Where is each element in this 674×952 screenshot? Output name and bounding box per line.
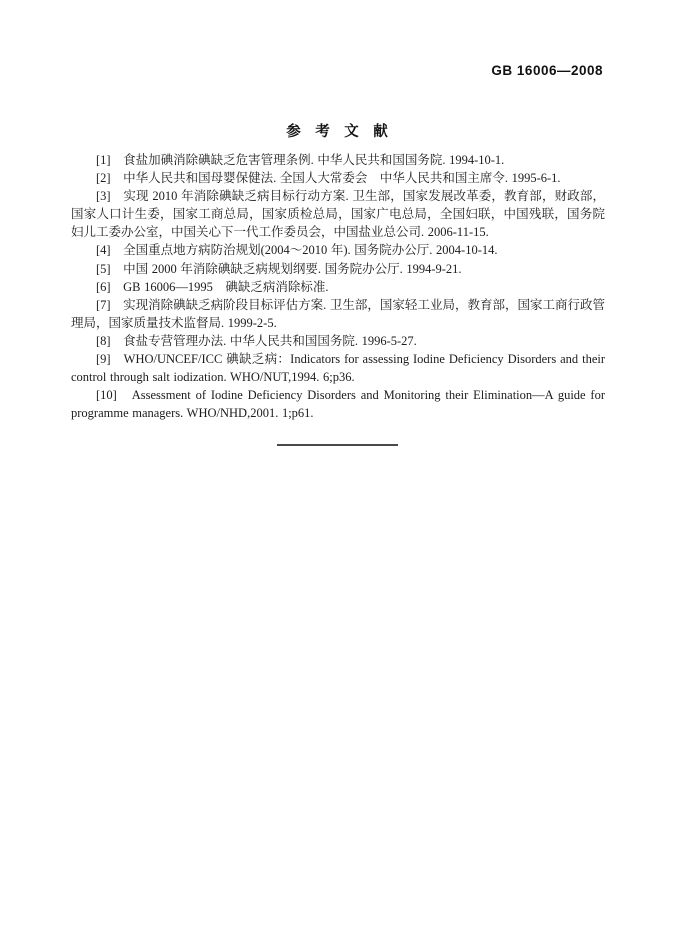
reference-item: [9] WHO/UNCEF/ICC 碘缺乏病：Indicators for assessing Iodine Deficiency Disorders and their control through salt iodization. WHO/NUT,1994. 6;p36. [71, 352, 605, 385]
standard-number: GB 16006—2008 [491, 63, 603, 78]
reference-item: [3] 实现 2010 年消除碘缺乏病目标行动方案. 卫生部，国家发展改革委，教育部，财政部，国家人口计生委，国家工商总局，国家质检总局，国家广电总局，全国妇联，中国残联，国务院妇儿工委办公室，中国关心下一代工作委员会，中国盐业总公司. 2006-11-15. [71, 189, 605, 240]
end-of-text-divider [277, 444, 398, 446]
reference-item: [8] 食盐专营管理办法. 中华人民共和国国务院. 1996-5-27. [96, 333, 417, 348]
reference-item: [1] 食盐加碘消除碘缺乏危害管理条例. 中华人民共和国国务院. 1994-10-1. [96, 153, 505, 167]
reference-item: [2] 中华人民共和国母婴保健法. 全国人大常委会 中华人民共和国主席令. 1995-6-1. [96, 171, 561, 186]
reference-item: [4] 全国重点地方病防治规划(2004～2010 年). 国务院办公厅. 2004-10-14. [96, 243, 498, 258]
reference-item: [7] 实现消除碘缺乏病阶段目标评估方案. 卫生部，国家轻工业局，教育部，国家工商行政管理局，国家质量技术监督局. 1999-2-5. [71, 297, 605, 330]
reference-item: [10] Assessment of Iodine Deficiency Disorders and Monitoring their Elimination—A guide for programme managers. WHO/NHD,2001. 1;p61. [71, 388, 605, 421]
page-title: 参 考 文 献 [286, 124, 388, 140]
reference-item: [6] GB 16006—1995 碘缺乏病消除标准. [96, 279, 329, 294]
reference-list [71, 151, 605, 422]
reference-item: [5] 中国 2000 年消除碘缺乏病规划纲要. 国务院办公厅. 1994-9-21. [96, 261, 462, 276]
